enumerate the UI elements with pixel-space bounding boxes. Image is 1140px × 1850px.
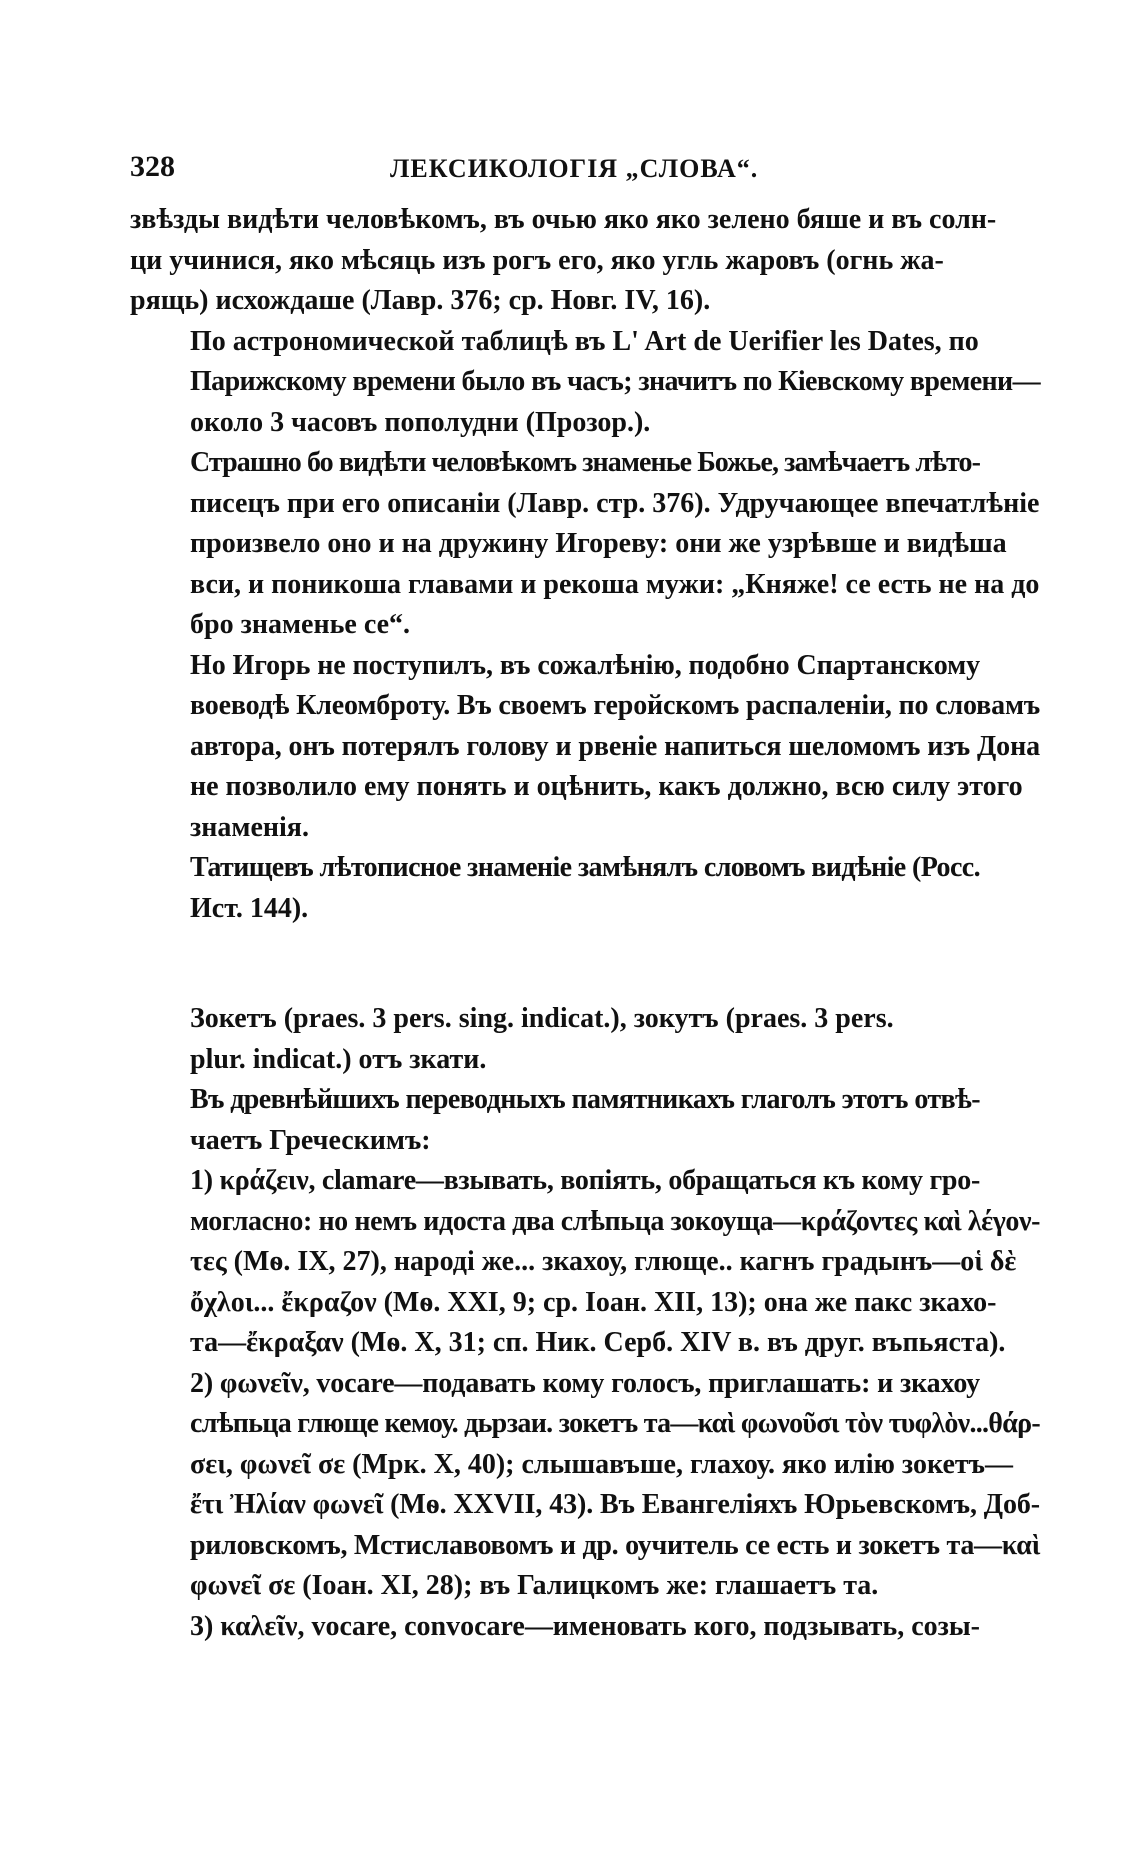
- text-line: ци учинися, яко мѣсяць изъ рогъ его, яко угль жаровъ (огнь жа-: [130, 244, 944, 276]
- text-line: не позволило ему понять и оцѣнить, какъ должно, всю силу этого: [190, 771, 1023, 802]
- text-line: бро знаменье се“.: [190, 609, 411, 640]
- paragraph-p10: [130, 1607, 1040, 1648]
- text-line: Парижскому времени было въ часъ; значитъ по Кіевскому времени—: [190, 366, 1040, 397]
- text-line: писецъ при его описаніи (Лавр. стр. 376). Удручающее впечатлѣніе: [190, 487, 1040, 519]
- text-line: ἔτι Ἠλίαν φωνεῖ (Мѳ. XXVII, 43). Въ Евангеліяхъ Юрьевскомъ, Доб-: [190, 1489, 1040, 1520]
- text-line: Ист. 144).: [190, 892, 309, 924]
- paragraph-p5: [130, 848, 1040, 929]
- text-line: вси, и поникоша главами и рекоша мужи: „Княже! се есть не на до: [190, 568, 1040, 600]
- text-line: plur. indicat.) отъ зкати.: [190, 1043, 487, 1075]
- text-line: та—ἔκραξαν (Мѳ. X, 31; сп. Ник. Серб. XIV в. въ друг. въпьяста).: [190, 1327, 1006, 1358]
- section-break: [130, 929, 1040, 999]
- text-line: автора, онъ потерялъ голову и рвеніе напиться шеломомъ изъ Дона: [190, 730, 1040, 762]
- text-line: τες (Мѳ. IX, 27), народі же... зкахоу, глюще.. кагнъ градынъ—οἱ δὲ: [190, 1246, 1017, 1277]
- text-line: слѣпьца глюще кемоу. дьрзаи. зокетъ та—καὶ φωνοῦσι τὸν τυφλὸν...θάρ-: [190, 1408, 1040, 1439]
- text-line: могласно: но немъ идоста два слѣпьца зокоуща—κράζοντες καὶ λέγον-: [190, 1205, 1040, 1237]
- text-line: Татищевъ лѣтописное знаменіе замѣнялъ словомъ видѣніе (Росс.: [190, 852, 980, 883]
- text-line: По астрономической таблицѣ въ L' Art de Uerifier les Dates, по: [190, 325, 979, 357]
- text-line: рящь) исхождаше (Лавр. 376; ср. Новг. IV, 16).: [130, 285, 711, 316]
- text-line: Но Игорь не поступилъ, въ сожалѣнію, подобно Спартанскому: [190, 649, 980, 681]
- page-number: 328: [130, 150, 175, 183]
- running-head: [130, 150, 1040, 190]
- text-line: знаменія.: [190, 811, 309, 843]
- text-line: 2) φωνεῖν, vocare—подавать кому голосъ, приглашать: и зкахоу: [190, 1367, 980, 1399]
- paragraph-p3: [130, 443, 1040, 646]
- paragraph-p8: [130, 1161, 1040, 1364]
- running-title: ЛЕКСИКОЛОГІЯ „СЛОВА“.: [390, 154, 759, 183]
- body-text: [130, 200, 1040, 1647]
- text-line: около 3 часовъ пополудни (Прозор.).: [190, 406, 651, 438]
- paragraph-p2: [130, 322, 1040, 444]
- text-line: риловскомъ, Мстиславовомъ и др. оучитель се есть и зокетъ та—καὶ: [190, 1529, 1040, 1561]
- text-line: σει, φωνεῖ σε (Мрк. X, 40); слышавъше, глахоу. яко илію зокетъ—: [190, 1448, 1013, 1480]
- paragraph-p1: [130, 200, 1040, 322]
- text-line: 1) κράζειν, clamare—взывать, вопіять, обращаться къ кому гро-: [190, 1165, 980, 1196]
- paragraph-p6: [130, 999, 1040, 1080]
- paragraph-p7: [130, 1080, 1040, 1161]
- text-line: воеводѣ Клеомброту. Въ своемъ геройскомъ распаленіи, по словамъ: [190, 690, 1040, 721]
- text-line: чаетъ Греческимъ:: [190, 1124, 431, 1156]
- text-line: звѣзды видѣти человѣкомъ, въ очью яко яко зелено бяше и въ солн-: [130, 204, 997, 235]
- text-line: φωνεῖ σε (Іоан. XI, 28); въ Галицкомъ же: глашаетъ та.: [190, 1570, 879, 1601]
- paragraph-p9: [130, 1364, 1040, 1607]
- text-line: Зокетъ (praes. 3 pers. sing. indicat.), зокутъ (praes. 3 pers.: [190, 1003, 894, 1034]
- paragraph-p4: [130, 646, 1040, 849]
- text-line: Страшно бо видѣти человѣкомъ знаменье Божье, замѣчаетъ лѣто-: [190, 447, 980, 478]
- text-line: Въ древнѣйшихъ переводныхъ памятникахъ глаголъ этотъ отвѣ-: [190, 1084, 980, 1115]
- text-line: произвело оно и на дружину Игореву: они же узрѣвше и видѣша: [190, 528, 1007, 559]
- text-line: 3) καλεῖν, vocare, convocare—именовать кого, подзывать, созы-: [190, 1610, 980, 1642]
- text-line: ὄχλοι... ἔκραζον (Мѳ. XXI, 9; ср. Іоан. XII, 13); она же пакс зкахо-: [190, 1286, 997, 1318]
